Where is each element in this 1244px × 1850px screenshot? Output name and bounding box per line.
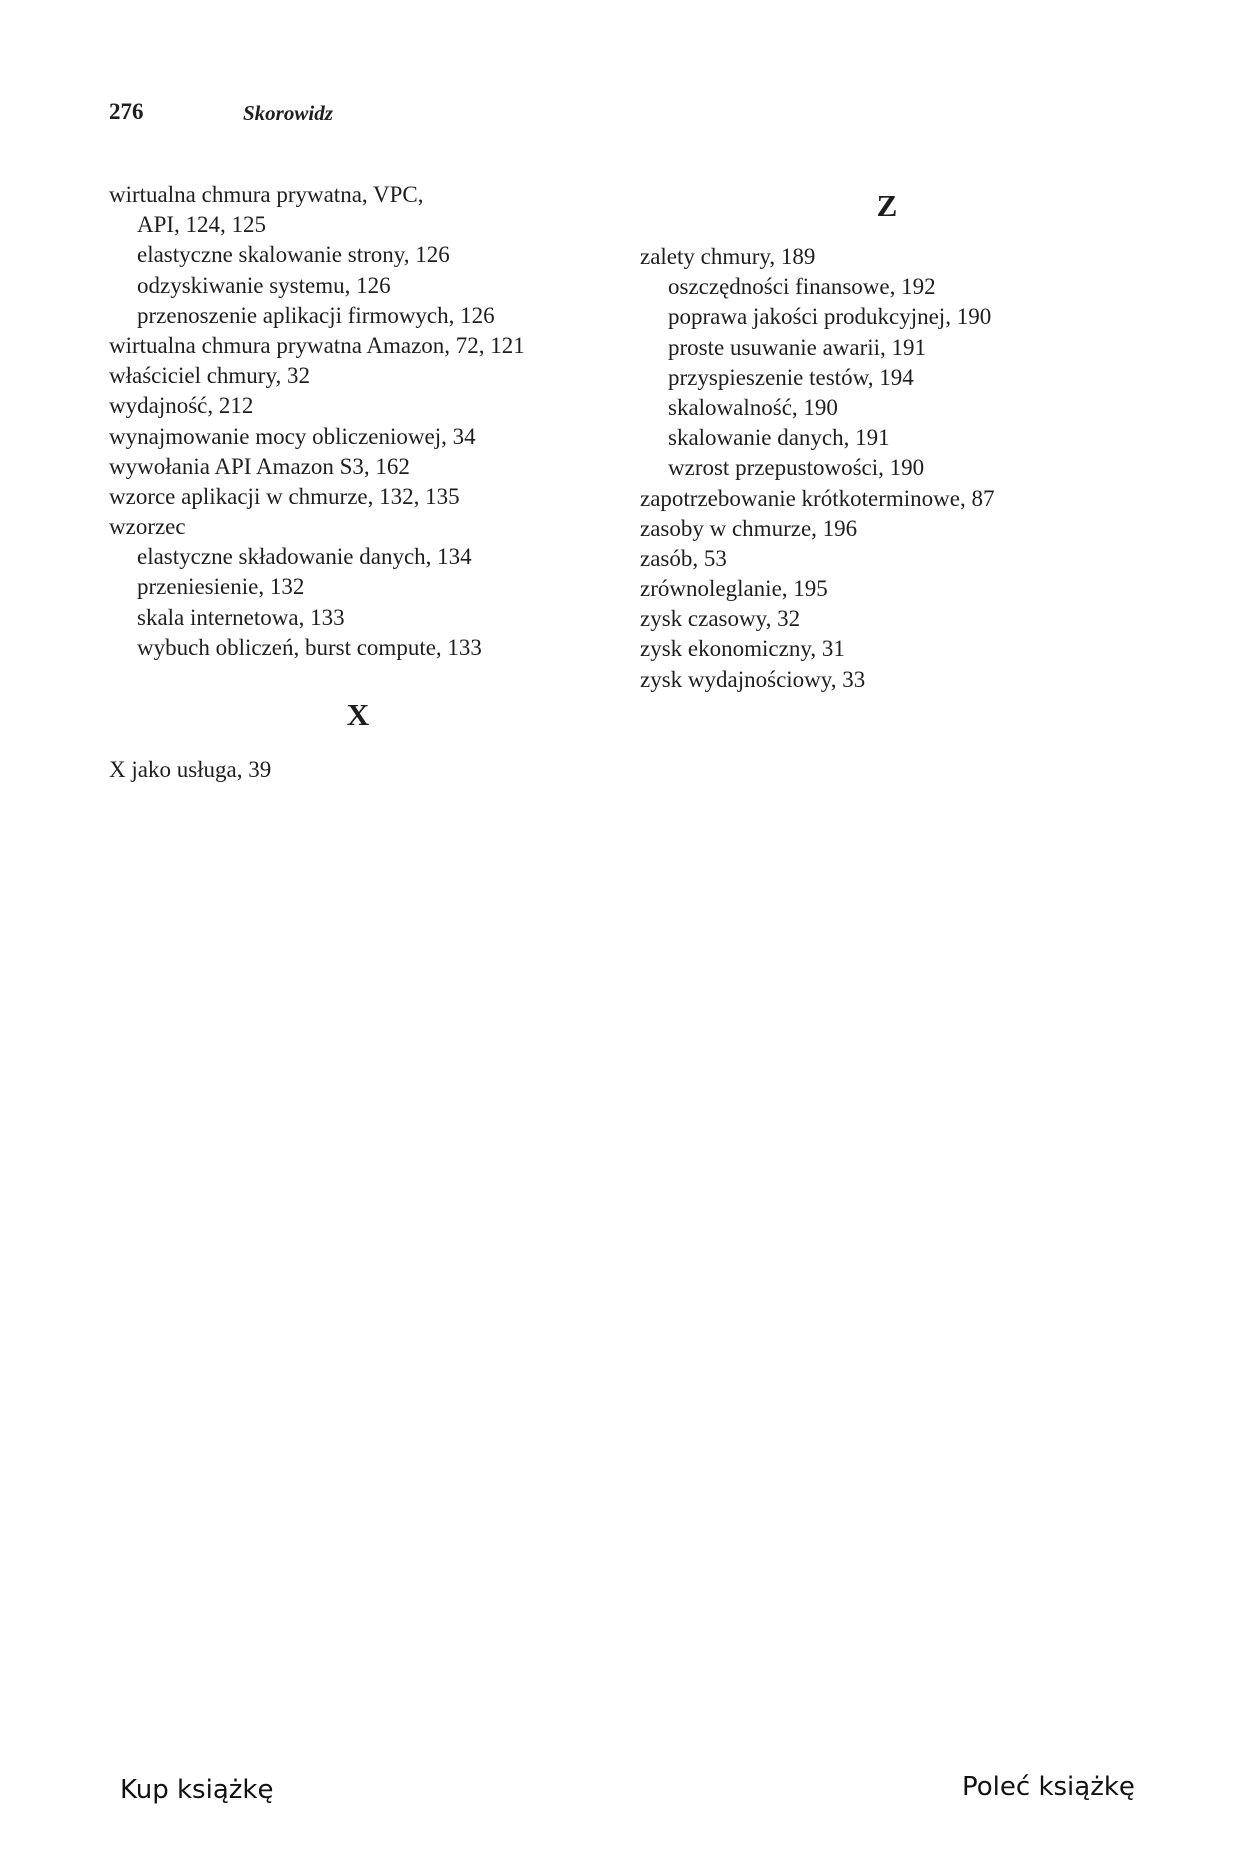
index-entry: zysk czasowy, 32 (640, 606, 801, 632)
index-subentry: elastyczne składowanie danych, 134 (137, 544, 472, 570)
running-head: Skorowidz (243, 101, 333, 125)
index-entry: zysk ekonomiczny, 31 (640, 636, 845, 662)
index-section-x (109, 755, 629, 785)
index-entry: X jako usługa, 39 (109, 757, 272, 782)
page-number: 276 (109, 99, 144, 124)
index-entry: zapotrzebowanie krótkoterminowe, 87 (640, 485, 995, 511)
index-entry: wynajmowanie mocy obliczeniowej, 34 (109, 423, 476, 449)
index-entry: zalety chmury, 189 (640, 244, 816, 269)
index-entry: wydajność, 212 (109, 393, 254, 419)
index-subentry: proste usuwanie awarii, 191 (668, 334, 927, 360)
section-heading-x: X (346, 697, 370, 732)
index-subentry: elastyczne skalowanie strony, 126 (137, 242, 450, 268)
index-entry: zasób, 53 (640, 545, 727, 571)
index-entry: właściciel chmury, 32 (109, 363, 310, 389)
index-entry: wywołania API Amazon S3, 162 (109, 453, 410, 479)
index-column-left (109, 180, 629, 663)
index-entry: wirtualna chmura prywatna Amazon, 72, 121 (109, 332, 525, 358)
index-subentry: poprawa jakości produkcyjnej, 190 (668, 304, 992, 330)
index-entry: wzorce aplikacji w chmurze, 132, 135 (109, 483, 460, 509)
index-subentry: skalowanie danych, 191 (668, 425, 890, 451)
index-subentry: odzyskiwanie systemu, 126 (137, 272, 391, 298)
buy-book-link[interactable]: Kup książkę (120, 1775, 274, 1805)
index-subentry: przyspieszenie testów, 194 (668, 364, 914, 390)
index-subentry: oszczędności finansowe, 192 (668, 274, 936, 300)
index-subentry: API, 124, 125 (137, 212, 267, 238)
index-entry: zysk wydajnościowy, 33 (640, 666, 866, 692)
index-subentry: wzrost przepustowości, 190 (668, 455, 925, 481)
index-subentry: skala internetowa, 133 (137, 604, 345, 630)
index-subentry: przenoszenie aplikacji firmowych, 126 (137, 302, 495, 328)
index-entry: wzorzec (109, 514, 186, 540)
index-subentry: wybuch obliczeń, burst compute, 133 (137, 634, 482, 660)
index-subentry: przeniesienie, 132 (137, 574, 305, 600)
index-entry: zrównoleglanie, 195 (640, 576, 828, 602)
index-entry: wirtualna chmura prywatna, VPC, (109, 182, 424, 207)
recommend-book-link[interactable]: Poleć książkę (962, 1772, 1135, 1802)
index-entry: zasoby w chmurze, 196 (640, 515, 858, 541)
index-section-z (640, 242, 1160, 695)
section-heading-z: Z (876, 188, 898, 223)
index-subentry: skalowalność, 190 (668, 394, 838, 420)
